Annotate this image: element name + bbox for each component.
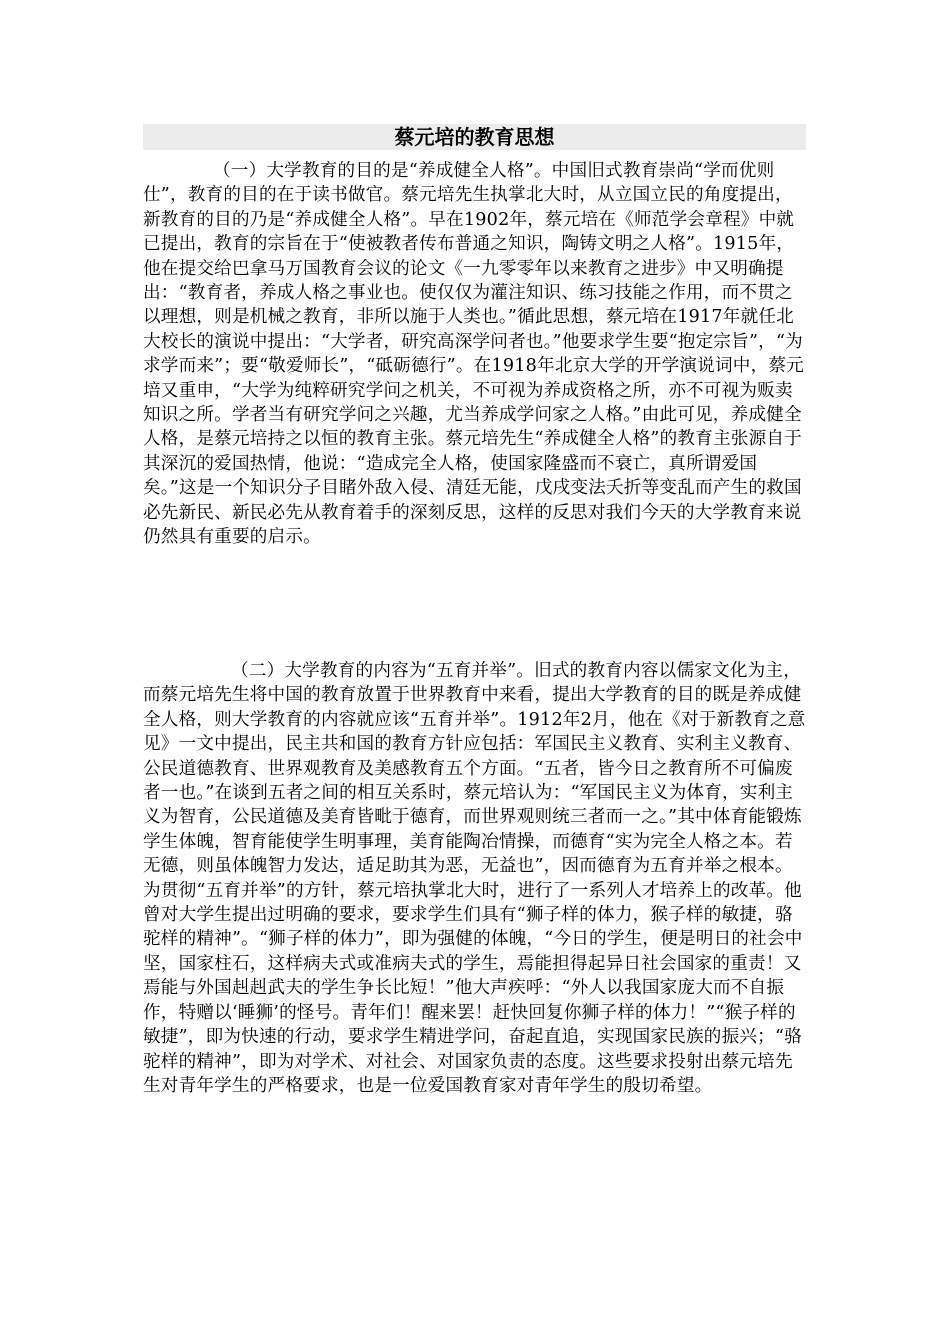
paragraph-1: （一）大学教育的目的是“养成健全人格”。中国旧式教育崇尚“学而优则仕”，教育的目的在于读书做官。蔡元培先生执掌北大时，从立国立民的角度提出，新教育的目的乃是“养成健全人格”。早在1902年，蔡元培在《师范学会章程》中就已提出，教育的宗旨在于“使被教者传布普通之知识，陶铸文明之人格”。1915年，他在提交给巴拿马万国教育会议的论文《一九零零年以来教育之进步》中又明确提出：“教育者，养成人格之事业也。使仅仅为灌注知识、练习技能之作用，而不贯之以理想，则是机械之教育，非所以施于人类也。”循此思想，蔡元培在1917年就任北大校长的演说中提出：“大学者，研究高深学问者也。”他要求学生要“抱定宗旨”，“为求学而来”；要“敬爱师长”，“砥砺德行”。在1918年北京大学的开学演说词中，蔡元培又重申，“大学为纯粹研究学问之机关，不可视为养成资格之所，亦不可视为贩卖知识之所。学者当有研究学问之兴趣，尤当养成学问家之人格。”由此可见，养成健全人格，是蔡元培持之以恒的教育主张。蔡元培先生“养成健全人格”的教育主张源自于其深沉的爱国热情，他说：“造成完全人格，使国家隆盛而不衰亡，真所谓爱国矣。”这是一个知识分子目睹外敌入侵、清廷无能，戊戌变法夭折等变乱而产生的救国必先新民、新民必先从教育着手的深刻反思，这样的反思对我们今天的大学教育来说仍然具有重要的启示。 [143, 161, 804, 548]
document-title: 蔡元培的教育思想 [143, 124, 806, 150]
paragraph-2: （二）大学教育的内容为“五育并举”。旧式的教育内容以儒家文化为主，而蔡元培先生将中国的教育放置于世界教育中来看，提出大学教育的目的既是养成健全人格，则大学教育的内容就应该“五育并举”。1912年2月，他在《对于新教育之意见》一文中提出，民主共和国的教育方针应包括：军国民主义教育、实利主义教育、公民道德教育、世界观教育及美感教育五个方面。“五者，皆今日之教育所不可偏废者一也。”在谈到五者之间的相互关系时，蔡元培认为：“军国民主义为体育，实利主义为智育，公民道德及美育皆毗于德育，而世界观则统三者而一之。”其中体育能锻炼学生体魄，智育能使学生明事理，美育能陶冶情操，而德育“实为完全人格之本。若无德，则虽体魄智力发达，适足助其为恶，无益也”，因而德育为五育并举之根本。为贯彻“五育并举”的方针，蔡元培执掌北大时，进行了一系列人才培养上的改革。他曾对大学生提出过明确的要求，要求学生们具有“狮子样的体力，猴子样的敏捷，骆驼样的精神”。“狮子样的体力”，即为强健的体魄，“今日的学生，便是明日的社会中坚，国家柱石，这样病夫式或准病夫式的学生，焉能担得起异日社会国家的重责！又焉能与外国赳赳武夫的学生争长比短！”他大声疾呼：“外人以我国家庞大而不自振作，特赠以‘睡狮’的怪号。青年们！醒来罢！赶快回复你狮子样的体力！”“猴子样的敏捷”，即为快速的行动，要求学生精进学问，奋起直追，实现国家民族的振兴；“骆驼样的精神”，即为对学术、对社会、对国家负责的态度。这些要求投射出蔡元培先生对青年学生的严格要求，也是一位爱国教育家对青年学生的殷切希望。 [143, 661, 806, 1096]
